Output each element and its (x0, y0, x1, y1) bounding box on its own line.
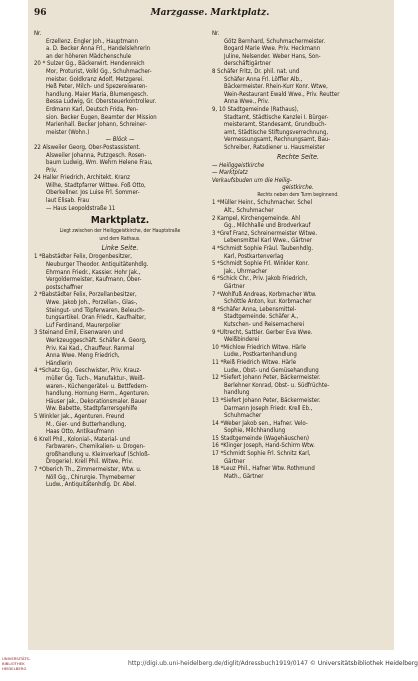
page-title: Marzgasse. Marktplatz. (150, 8, 270, 18)
entry-line: meisteramt, Standesamt, Grundbuch- (224, 121, 327, 129)
footer-text (128, 660, 418, 667)
entry-line: Gärtner (224, 457, 245, 465)
entry-line: Schuhmacher (224, 412, 262, 420)
entry-line: Schreiber, Ratsdiener u. Hausmeister (224, 143, 325, 151)
entry-line: an der höheren Mädchenschule (46, 52, 132, 60)
entry-line: Ludw., Antiquitätenhdlg. Dr. Abel. (46, 481, 137, 489)
entry-line: Alt., Schuhmacher (224, 207, 274, 215)
footer-bar (0, 652, 418, 681)
entry-line: 6 *Schick Chr., Priv. Jakob Friedrich, (212, 275, 308, 283)
entry-line: 5 *Schmidt Sophie Frl. Winkler Konr. (212, 260, 309, 268)
entry-line: Luf Ferdinand, Maurerpolier (46, 321, 121, 329)
entry-line: Wwe. Jakob Joh., Porzellan-, Glas-, (46, 299, 138, 306)
entry-line: Heß Peter, Milch- und Spezereiwaren- (46, 83, 148, 91)
entry-line: Schöttle Anton, kur. Korbmacher (224, 298, 312, 306)
entry-line: amt, Städtische Stiftungsverrechnung, (224, 128, 329, 136)
entry-line: 5 Winkler Jak., Agenturen. Freund (34, 412, 125, 420)
library-logo (2, 656, 31, 676)
entry-line: Marienhall. Becker Johann, Schreiner- (46, 121, 147, 129)
entry-line: Bessa Ludwig, Gr. Obersteuerkontrolleur. (46, 98, 157, 106)
entry-line: Priv. (46, 166, 58, 174)
entry-line: handlung. Maier Maria, Blumengesch. (46, 90, 149, 98)
right-column (212, 30, 384, 640)
entry-line: Ww. Babette, Stadtpfarrersgehilfe (46, 405, 138, 413)
entry-line: 9, 10 Stadtgemeinde (Rathaus), (212, 105, 299, 113)
entry-line: Ludw., Obst- und Gemüsehandlung (224, 366, 319, 374)
entry-line: Vergoldermeister, Kaufmann, Ober- (46, 276, 142, 284)
entry-line: — Blöck — (105, 136, 135, 144)
entry-line: Nöll Gg., Chirurgie. Thymeberner (46, 473, 136, 481)
entry-line: Rechte Seite. (276, 152, 320, 161)
entry-line: Drogerie). Krell Phil. Witwe, Priv. (46, 458, 133, 466)
entry-line: Alsweiler Johanna, Putzgesch. Rosen- (46, 151, 147, 159)
left-column (34, 30, 206, 640)
entry-line: Kutschen- und Reisemacherei (224, 320, 304, 328)
entry-line: 1 *Babstädter Felix, Drogenbesitzer, (34, 253, 133, 261)
entry-line: Ehrmann Friedr., Kassier. Hohr Jak., (46, 268, 141, 276)
entry-line: Math., Gärtner (224, 472, 264, 480)
entry-line: postschaffner (46, 283, 83, 291)
entry-line: Händlerin (46, 359, 73, 367)
entry-line: Juline, Nelsender. Weber Hans, Son- (224, 52, 321, 60)
entry-line: Nr. (34, 30, 42, 37)
entry-line: Häuser Jak., Dekorationsmaler. Bauer (46, 397, 147, 405)
entry-line: Mor, Proturist, Volkl Gg., Schuhmacher- (46, 67, 152, 75)
entry-line: handlung (224, 389, 250, 397)
entry-line: Nr. (212, 30, 220, 37)
entry-line: Darmann Joseph Friedr. Krell Eb., (224, 404, 313, 412)
entry-line: 1 *Müller Heinr., Schuhmacher. Schel (212, 199, 312, 207)
entry-line: 24 Haller Friedrich, Architekt. Kranz (34, 174, 130, 182)
entry-line: 8 Schäfer Fritz, Dr. phil. nat. und (212, 67, 300, 75)
entry-line: 12 *Siefert Johann Peter, Bäckermeister. (212, 374, 321, 382)
entry-line: 8 *Schäfer Anna, Lebensmittel- (212, 305, 297, 313)
entry-line: müller Gg. Tuch-, Manufaktur-, Weiß- (46, 374, 145, 382)
entry-line: 3 *Gref Franz, Schreinermeister Witwe. (212, 229, 318, 237)
entry-line: a. D. Becker Anna Frl., Handelslehrerin (46, 45, 151, 53)
logo-line: BIBLIOTHEK (2, 661, 25, 666)
logo-line: UNIVERSITÄTS- (2, 656, 31, 661)
entry-line: 7 *Wohlfuß Andreas, Korbmacher Wtw. (212, 290, 317, 298)
entry-line: 7 *Oberich Th., Zimmermeister, Wtw. u. (34, 466, 142, 474)
entry-line: Erzellenz. Engler Joh., Hauptmann (46, 37, 139, 45)
entry-line: 16 *Klinger Joseph, Hand-Schirm Wtw. (212, 442, 315, 450)
entry-line: Rechts neben dem Turm beginnend. (257, 191, 339, 198)
entry-line: 18 *Leuz Phil., Hafner Wtw. Rothmund (212, 465, 315, 473)
entry-line: Stadtamt, Städtische Kanzlei I. Bürger- (224, 113, 329, 121)
entry-line: Farbwaren-, Chemikalien- u. Drogen- (46, 443, 145, 451)
entry-line: Wilhe, Stadtpfarrer Wittwe. Foß Otto, (46, 181, 146, 189)
source-link[interactable]: http://digi.ub.uni-heidelberg.de/diglit/Adressbuch1919/0147 (128, 660, 308, 667)
entry-line: Wein-Restaurant Ewald Wwe., Priv. Reutter (224, 90, 340, 98)
entry-line: laut Elisab. Frau (46, 197, 90, 205)
entry-line: Neuburger Theodor. Antiquitätenhdlg. (46, 261, 149, 269)
entry-line: meister. Goldkranz Adolf, Metzgerei. (46, 75, 144, 83)
entry-line: Haas Otto, Antikaufmann (46, 428, 115, 436)
entry-line: Götz Bernhard, Schuhmachermeister. (224, 37, 326, 45)
entry-line: Steingut- und Töpferwaren, Beleuch- (46, 306, 145, 314)
entry-line: tungsartikel. Oran Friedr., Kaufhalter, (46, 314, 147, 322)
entry-line: sion. Becker Eugen, Beamter der Mission (46, 113, 157, 121)
entry-line: Anna Wwe., Priv. (224, 98, 270, 106)
entry-line: Gärtner (224, 283, 245, 290)
entry-line: und dem Rathaus. (99, 235, 141, 242)
entry-line: Bäckermeister. Rhein-Kurr Konr. Wtwe, (224, 83, 328, 91)
entry-line: Ludw., Postkartenhandlung (224, 351, 297, 359)
entry-line: Marktplatz. (90, 215, 150, 227)
entry-line: Erdmann Karl, Deutsch Frida, Pen- (46, 105, 139, 113)
entry-line: baum Ludwig, Wm. Wehrn Helene Frau, (46, 159, 153, 167)
entry-line: 20 * Sulzer Gg., Bäckerwirt. Hendenreich (34, 60, 145, 68)
entry-line: Werkzeuggeschäft. Schäfer A. Georg, (46, 336, 147, 344)
entry-line: Linke Seite. (101, 244, 139, 253)
entry-line: 9 *Ultrecht, Sattler. Gerber Eva Wwe. (212, 328, 313, 336)
entry-line: Liegt zwischen der Heiliggeistkirche, der Hauptstraße (59, 228, 181, 235)
entry-line: Karl, Postkartenverlag (224, 252, 284, 260)
entry-line: Anna Wwe. Meng Friedrich, (46, 352, 120, 360)
entry-line: — Marktplatz (212, 169, 248, 177)
entry-line: 17 *Schmidt Sophie Frl. Schnitz Karl, (212, 450, 311, 458)
entry-line: 4 *Schatz Gg., Geschwister, Priv. Krauz- (34, 367, 142, 375)
document-page (28, 0, 394, 650)
entry-line: 3 Steinand Emil, Eisenwaren und (34, 329, 123, 337)
entry-line: meister (Wohn.) (46, 128, 90, 136)
entry-line: M., Gier- und Butterhandlung, (46, 420, 127, 428)
entry-line: Berlehner Konrad, Obst- u. Südfrüchte- (224, 381, 330, 389)
entry-line: — Heiliggeistkirche (212, 161, 265, 169)
entry-line: 13 *Siefert Johann Peter, Bäckermeister. (212, 396, 321, 404)
entry-line: Verkaufsbuden um die Heilig- (212, 176, 292, 184)
logo-line: HEIDELBERG (2, 666, 27, 671)
entry-line: Stadtgemeinde. Schäfer A., (224, 313, 299, 321)
entry-line: Sophie, Milchhandlung (224, 427, 286, 435)
entry-line: 15 Stadtgemeinde (Wagehäuschen) (212, 434, 310, 442)
entry-line: 22 Alsweiler Georg, Ober-Postassistent. (34, 143, 141, 151)
entry-line: 2 *Babstädter Felix, Porzellanbesitzer, (34, 291, 137, 299)
entry-line: 10 *Michlow Friedrich Witwe. Härle (212, 343, 307, 351)
entry-line: Jak., Uhrmacher (224, 267, 268, 275)
page-number: 96 (34, 8, 47, 18)
entry-line: 11 *Reiß Friedrich Witwe. Härle (212, 358, 297, 366)
entry-line: 6 Krell Phil., Kolonial-, Material- und (34, 435, 130, 443)
entry-line: Bogard Marie Wwe. Priv. Heckmann (224, 45, 321, 53)
entry-line: großhandlung u. Kleinverkauf (Schloß- (46, 450, 150, 458)
entry-line: Lebensmittel Karl Wwe., Gärtner (224, 237, 312, 245)
entry-line: derschäftigärtner (224, 60, 271, 68)
entry-line: Gg., Milchhalle und Brodverkauf (224, 222, 311, 230)
entry-line: 2 Kampel, Kirchengemeinde. Ahl (212, 214, 301, 222)
entry-line: Weißbinderei (224, 336, 260, 344)
page-header (34, 8, 386, 24)
entry-line: 14 *Weber Jakob sen., Hafner. Velo- (212, 419, 308, 427)
entry-line: Priv. Kai Kad., Chauffeur. Ranmal (46, 344, 135, 352)
entry-line: — Haus Leopoldstraße 11 (46, 204, 116, 212)
entry-line: Oberkellner. Jos Luise Frl. Sommer- (46, 189, 140, 197)
entry-line: handlung. Hornung Herm., Agenturen. (46, 390, 150, 398)
copyright-text: © Universitätsbibliothek Heidelberg (309, 660, 418, 667)
entry-line: Schäfer Anna Frl. Löffler Alb., (224, 75, 303, 83)
entry-line: Vermessungsamt, Rechnungsamt, Bau- (224, 136, 331, 144)
entry-line: waren-, Küchengerätel- u. Bettfedern- (46, 382, 149, 390)
entry-line: 4 *Schmidt Sophie Fräul. Taubenhdlg. (212, 245, 314, 253)
entry-line: geistkirche. (282, 184, 314, 192)
